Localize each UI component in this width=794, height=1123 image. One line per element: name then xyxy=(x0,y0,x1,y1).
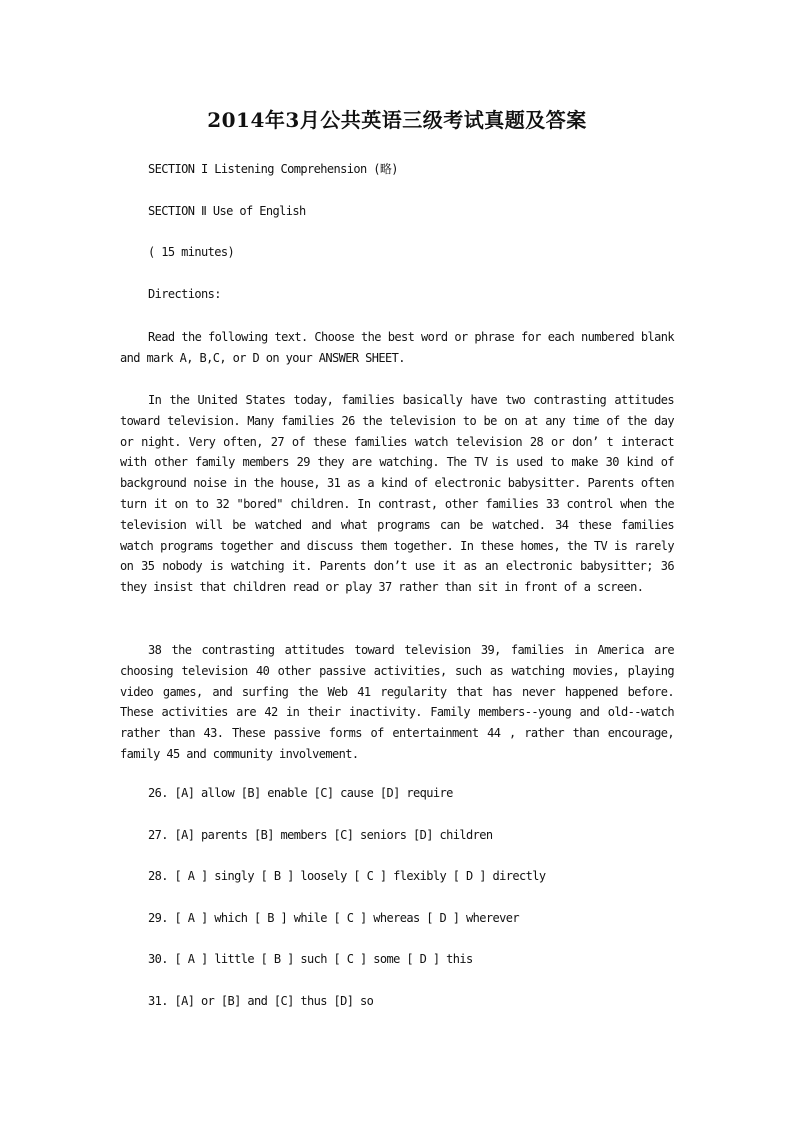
directions-text: Read the following text. Choose the best word or phrase for each numbered blank and mark A, B,C, or D on your ANSWER SHEET. xyxy=(120,330,674,365)
question-26: 26. [A] allow [B] enable [C] cause [D] require xyxy=(148,786,453,800)
question-28: 28. [ A ] singly [ B ] loosely [ C ] flexibly [ D ] directly xyxy=(148,869,546,883)
question-27: 27. [A] parents [B] members [C] seniors [D] children xyxy=(148,828,493,842)
directions-label: Directions: xyxy=(148,287,221,301)
section-two-heading: SECTION Ⅱ Use of English xyxy=(148,204,306,218)
passage-paragraph-2: 38 the contrasting attitudes toward television 39, families in America are choosing television 40 other passive activities, such as watching movies, playing video games, and surfing the Web 41 regularity that has never happened before. These activities are 42 in their inactivity. Family members--young and old--watch rather than 43. These passive forms of entertainment 44 , rather than encourage, family 45 and community involvement. xyxy=(120,643,674,761)
passage-paragraph-1: In the United States today, families basically have two contrasting attitudes toward television. Many families 26 the television to be on at any time of the day or night. Very often, 27 of these families watch television 28 or don’ t interact with other family members 29 they are watching. The TV is used to make 30 kind of background noise in the house, 31 as a kind of electronic babysitter. Parents often turn it on to 32 "bored" children. In contrast, other families 33 control when the television will be watched and what programs can be watched. 34 these families watch programs together and discuss them together. In these homes, the TV is rarely on 35 nobody is watching it. Parents don’t use it as an electronic babysitter; 36 they insist that children read or play 37 rather than sit in front of a screen. xyxy=(120,393,674,595)
question-31: 31. [A] or [B] and [C] thus [D] so xyxy=(148,994,374,1008)
duration-note: ( 15 minutes) xyxy=(148,245,235,259)
page-title: 2014年3月公共英语三级考试真题及答案 xyxy=(207,108,587,132)
question-29: 29. [ A ] which [ B ] while [ C ] whereas [ D ] wherever xyxy=(148,911,519,925)
question-30: 30. [ A ] little [ B ] such [ C ] some [ D ] this xyxy=(148,952,473,966)
section-one-heading: SECTION I Listening Comprehension (略) xyxy=(148,162,398,176)
